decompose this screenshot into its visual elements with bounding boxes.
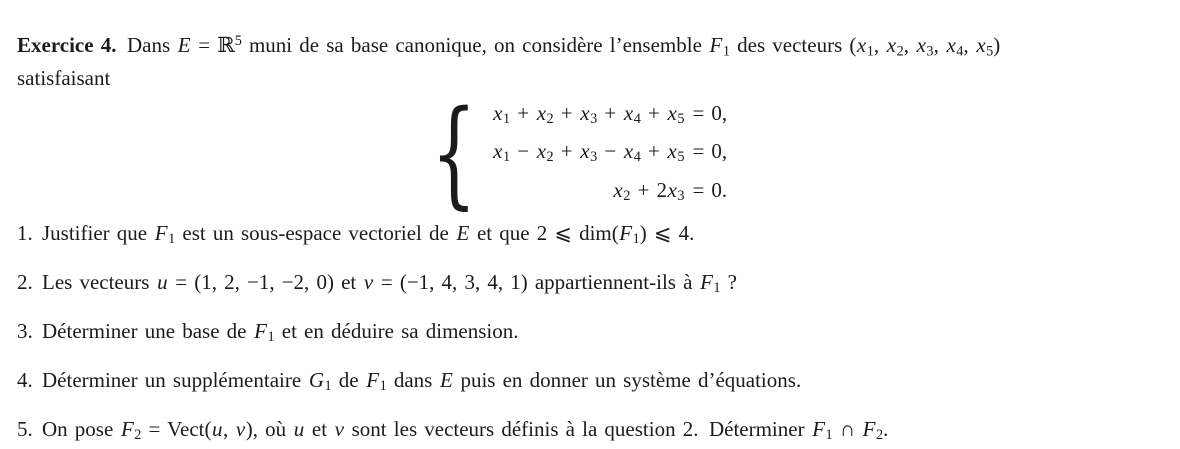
- text-run: 2: [875, 427, 884, 444]
- text-run: +: [597, 101, 624, 126]
- text-run: x: [580, 139, 590, 164]
- text-run: 1: [502, 149, 511, 166]
- text-run: x: [667, 177, 677, 202]
- text-run: et que 2 ⩽ dim(: [469, 220, 619, 245]
- item-text: [42, 269, 1163, 302]
- question-list: [17, 220, 1163, 449]
- equation-system: [417, 86, 728, 222]
- text-run: = (−1, 4, 3, 4, 1) appartiennent-ils à: [373, 269, 700, 294]
- text-run: x: [536, 101, 547, 126]
- text-run: F: [366, 368, 380, 393]
- text-run: Les vecteurs: [42, 269, 157, 294]
- text-run: F: [709, 33, 723, 58]
- text-run: = 0.: [692, 177, 728, 202]
- text-run: −: [597, 139, 624, 164]
- text-run: 1: [713, 279, 721, 296]
- text-run: ?: [720, 269, 738, 294]
- text-run: 1: [866, 43, 874, 60]
- text-run: 4: [633, 149, 641, 166]
- text-run: satisfaisant: [17, 66, 111, 91]
- text-run: x: [667, 139, 677, 164]
- text-run: −: [510, 139, 537, 164]
- text-run: +: [553, 101, 580, 126]
- text-run: x: [976, 33, 986, 58]
- text-run: ), où: [245, 417, 294, 442]
- text-run: x: [623, 139, 634, 164]
- text-run: 1: [168, 230, 176, 247]
- text-run: 1: [324, 378, 332, 395]
- text-run: v: [235, 417, 246, 442]
- text-run: 3: [590, 111, 598, 128]
- text-run: F: [154, 220, 168, 245]
- left-brace-icon: {: [430, 86, 477, 222]
- text-run: +: [640, 101, 667, 126]
- text-run: 4: [956, 43, 964, 60]
- text-run: x: [493, 101, 503, 126]
- text-run: 1: [502, 111, 511, 128]
- text-run: v: [363, 269, 374, 294]
- question-item-3: [17, 318, 1163, 351]
- item-number: 3.: [17, 318, 33, 343]
- text-run: 2: [623, 187, 631, 204]
- text-run: 1: [825, 427, 833, 444]
- text-run: 2: [546, 149, 554, 166]
- text-run: 1: [722, 43, 730, 60]
- text-run: G: [308, 368, 324, 393]
- text-run: 5: [677, 149, 685, 166]
- item-text: [42, 318, 1163, 351]
- text-run: F: [812, 417, 826, 442]
- item-text: [42, 220, 1163, 253]
- equation-3-rhs: [692, 174, 727, 212]
- text-run: = Vect(: [141, 417, 212, 442]
- text-run: +: [510, 101, 537, 126]
- equation-1-lhs: [493, 97, 685, 135]
- text-run: F: [619, 220, 633, 245]
- text-run: ,: [963, 33, 976, 58]
- text-run: On pose: [42, 417, 121, 442]
- text-run: 1: [267, 329, 275, 346]
- text-run: +: [640, 139, 667, 164]
- text-run: F: [120, 417, 134, 442]
- equation-2-lhs: [493, 135, 685, 173]
- text-run: ): [993, 33, 1001, 58]
- text-run: est un sous-espace vectoriel de: [175, 220, 456, 245]
- text-run: +: [553, 139, 580, 164]
- text-run: x: [536, 139, 547, 164]
- text-run: .: [883, 417, 889, 442]
- text-run: et en déduire sa dimension.: [274, 318, 519, 343]
- item-number: 5.: [17, 417, 33, 442]
- question-item-4: [17, 367, 1163, 400]
- text-run: sont les vecteurs définis à la question 2. Déterminer: [344, 417, 812, 442]
- statement-line-1: [17, 28, 1163, 65]
- text-run: E: [177, 33, 191, 58]
- equation-1-rhs: [692, 97, 727, 135]
- question-item-2: [17, 269, 1163, 302]
- text-run: 2: [896, 43, 904, 60]
- text-run: E: [456, 220, 470, 245]
- text-run: de: [331, 368, 366, 393]
- text-run: u: [293, 417, 305, 442]
- text-run: = 0,: [692, 101, 728, 126]
- equation-grid: [493, 97, 728, 211]
- question-item-1: [17, 220, 1163, 253]
- item-number: 1.: [17, 220, 33, 245]
- text-run: F: [254, 318, 267, 343]
- item-number: 2.: [17, 269, 33, 294]
- text-run: ,: [873, 33, 887, 58]
- text-run: 4: [633, 111, 641, 128]
- text-run: ) ⩽ 4.: [639, 220, 695, 245]
- text-run: 1: [632, 230, 640, 247]
- text-run: Déterminer une base de: [42, 318, 254, 343]
- text-run: = ℝ: [191, 33, 235, 58]
- text-run: 5: [677, 111, 685, 128]
- text-run: = 0,: [692, 139, 728, 164]
- text-run: muni de sa base canonique, on considère l’ensemble: [241, 33, 710, 58]
- text-run: 5: [986, 43, 994, 60]
- text-run: x: [856, 33, 867, 58]
- question-item-5: [17, 416, 1163, 449]
- text-run: x: [916, 33, 926, 58]
- statement-line-2: [17, 65, 1163, 92]
- text-run: 5: [234, 33, 242, 49]
- exercise-statement: [17, 28, 1163, 92]
- text-run: x: [493, 139, 503, 164]
- text-run: v: [334, 417, 344, 442]
- text-run: x: [623, 101, 634, 126]
- text-run: x: [613, 177, 623, 202]
- text-run: + 2: [630, 177, 667, 202]
- text-run: x: [580, 101, 590, 126]
- text-run: 3: [590, 149, 598, 166]
- text-run: Déterminer un supplémentaire: [42, 368, 309, 393]
- text-run: des vecteurs (: [730, 33, 857, 58]
- text-run: Dans: [116, 33, 178, 58]
- item-text: [42, 367, 1163, 400]
- text-run: 1: [379, 378, 387, 395]
- text-run: puis en donner un système d’équations.: [453, 368, 802, 393]
- text-run: 3: [677, 187, 685, 204]
- text-run: F: [862, 417, 876, 442]
- text-run: = (1, 2, −1, −2, 0) et: [168, 269, 364, 294]
- text-run: x: [886, 33, 897, 58]
- text-run: Exercice 4.: [17, 33, 117, 58]
- text-run: 3: [926, 43, 934, 60]
- item-number: 4.: [17, 368, 33, 393]
- text-run: u: [157, 269, 168, 294]
- equation-3-lhs: [493, 174, 685, 212]
- text-run: 2: [546, 111, 554, 128]
- text-run: x: [667, 101, 677, 126]
- text-run: et: [304, 417, 335, 442]
- equation-2-rhs: [692, 135, 727, 173]
- text-run: 2: [134, 427, 142, 444]
- text-run: ,: [222, 417, 236, 442]
- text-run: ∩: [832, 417, 863, 442]
- item-text: [42, 416, 1163, 449]
- text-run: E: [440, 368, 453, 393]
- text-run: ,: [903, 33, 917, 58]
- text-run: u: [211, 417, 223, 442]
- text-run: x: [946, 33, 956, 58]
- text-run: ,: [933, 33, 946, 58]
- text-run: dans: [386, 368, 440, 393]
- text-run: F: [700, 269, 713, 294]
- text-run: Justifier que: [42, 220, 155, 245]
